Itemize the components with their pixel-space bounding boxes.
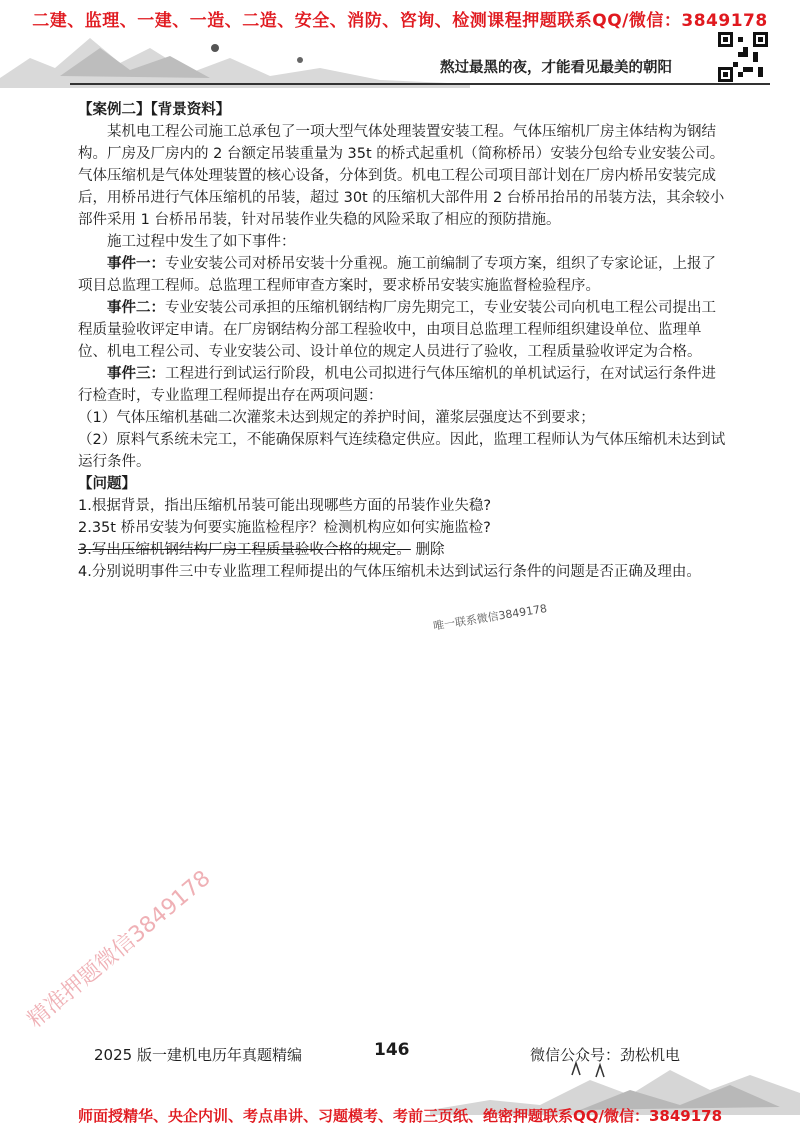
watermark-diagonal: 精准押题微信3849178 xyxy=(23,865,216,1033)
event-2-text: 专业安装公司承担的压缩机钢结构厂房先期完工，专业安装公司向机电工程公司提出工程质量验收评定申请。在厂房钢结构分部工程验收中，由项目总监理工程师组织建设单位、监理单位、机电工程公司、专业安装公司、设计单位的规定人员进行了验收，工程质量验收评定为合格。 xyxy=(78,300,716,360)
qr-code xyxy=(718,32,768,82)
slogan: 熬过最黑的夜，才能看见最美的朝阳 xyxy=(440,60,672,76)
ink-landscape-header xyxy=(0,18,470,88)
top-banner: 二建、监理、一建、一造、二造、安全、消防、咨询、检测课程押题联系QQ/微信：3849178 xyxy=(32,11,768,31)
case-heading: 【案例二】【背景资料】 xyxy=(78,102,231,118)
events-intro: 施工过程中发生了如下事件： xyxy=(107,234,296,250)
background-paragraph: 某机电工程公司施工总承包了一项大型气体处理装置安装工程。气体压缩机厂房主体结构为钢结构。厂房及厂房内的 2 台额定吊装重量为 35t 的桥式起重机（简称桥吊）安装分包给专业安装公司。气体压缩机是气体处理装置的核心设备，分体到货。机电工程公司项目部计划在厂房内桥吊安装完成后，用桥吊进行气体压缩机的吊装，超过 30t 的压缩机大部件用 2 台桥吊抬吊的吊装方法，其余较小部件采用 1 台桥吊吊装，针对吊装作业失稳的风险采取了相应的预防措施。 xyxy=(78,124,725,228)
event-3-label: 事件三： xyxy=(107,366,165,382)
case-content xyxy=(78,99,726,583)
issue-1: （1）气体压缩机基础二次灌浆未达到规定的养护时间，灌浆层强度达不到要求； xyxy=(78,410,595,426)
event-2-label: 事件二： xyxy=(107,300,165,316)
event-1 xyxy=(78,253,726,297)
header-rule xyxy=(70,83,770,85)
event-1-text: 专业安装公司对桥吊安装十分重视。施工前编制了专项方案，组织了专家论证，上报了项目总监理工程师。总监理工程师审查方案时，要求桥吊安装实施监督检验程序。 xyxy=(78,256,716,294)
question-2: 2.35t 桥吊安装为何要实施监检程序？检测机构应如何实施监检? xyxy=(78,520,491,536)
footer-wechat: 微信公众号：劲松机电 xyxy=(530,1046,681,1064)
question-3-strikethrough: 3.写出压缩机钢结构厂房工程质量验收合格的规定。 xyxy=(78,542,411,558)
question-1: 1.根据背景，指出压缩机吊装可能出现哪些方面的吊装作业失稳? xyxy=(78,498,492,514)
questions-heading: 【问题】 xyxy=(78,476,136,492)
page-number: 146 xyxy=(374,1040,410,1060)
event-1-label: 事件一： xyxy=(107,256,165,272)
bottom-banner: 师面授精华、央企内训、考点串讲、习题模考、考前三页纸、绝密押题联系QQ/微信：3849178 xyxy=(77,1107,723,1125)
watermark-contact: 唯一联系微信3849178 xyxy=(432,601,548,633)
question-4: 4.分别说明事件三中专业监理工程师提出的气体压缩机未达到试运行条件的问题是否正确及理由。 xyxy=(78,564,701,580)
question-3-deleted xyxy=(78,539,726,561)
event-3-text: 工程进行到试运行阶段，机电公司拟进行气体压缩机的单机试运行，在对试运行条件进行检查时，专业监理工程师提出存在两项问题： xyxy=(78,366,716,404)
issue-2: （2）原料气系统未完工，不能确保原料气连续稳定供应。因此，监理工程师认为气体压缩机未达到试运行条件。 xyxy=(78,432,726,470)
event-3 xyxy=(78,363,726,407)
delete-note: 删除 xyxy=(415,542,445,558)
event-2 xyxy=(78,297,726,363)
footer-book-title: 2025 版一建机电历年真题精编 xyxy=(94,1046,302,1064)
